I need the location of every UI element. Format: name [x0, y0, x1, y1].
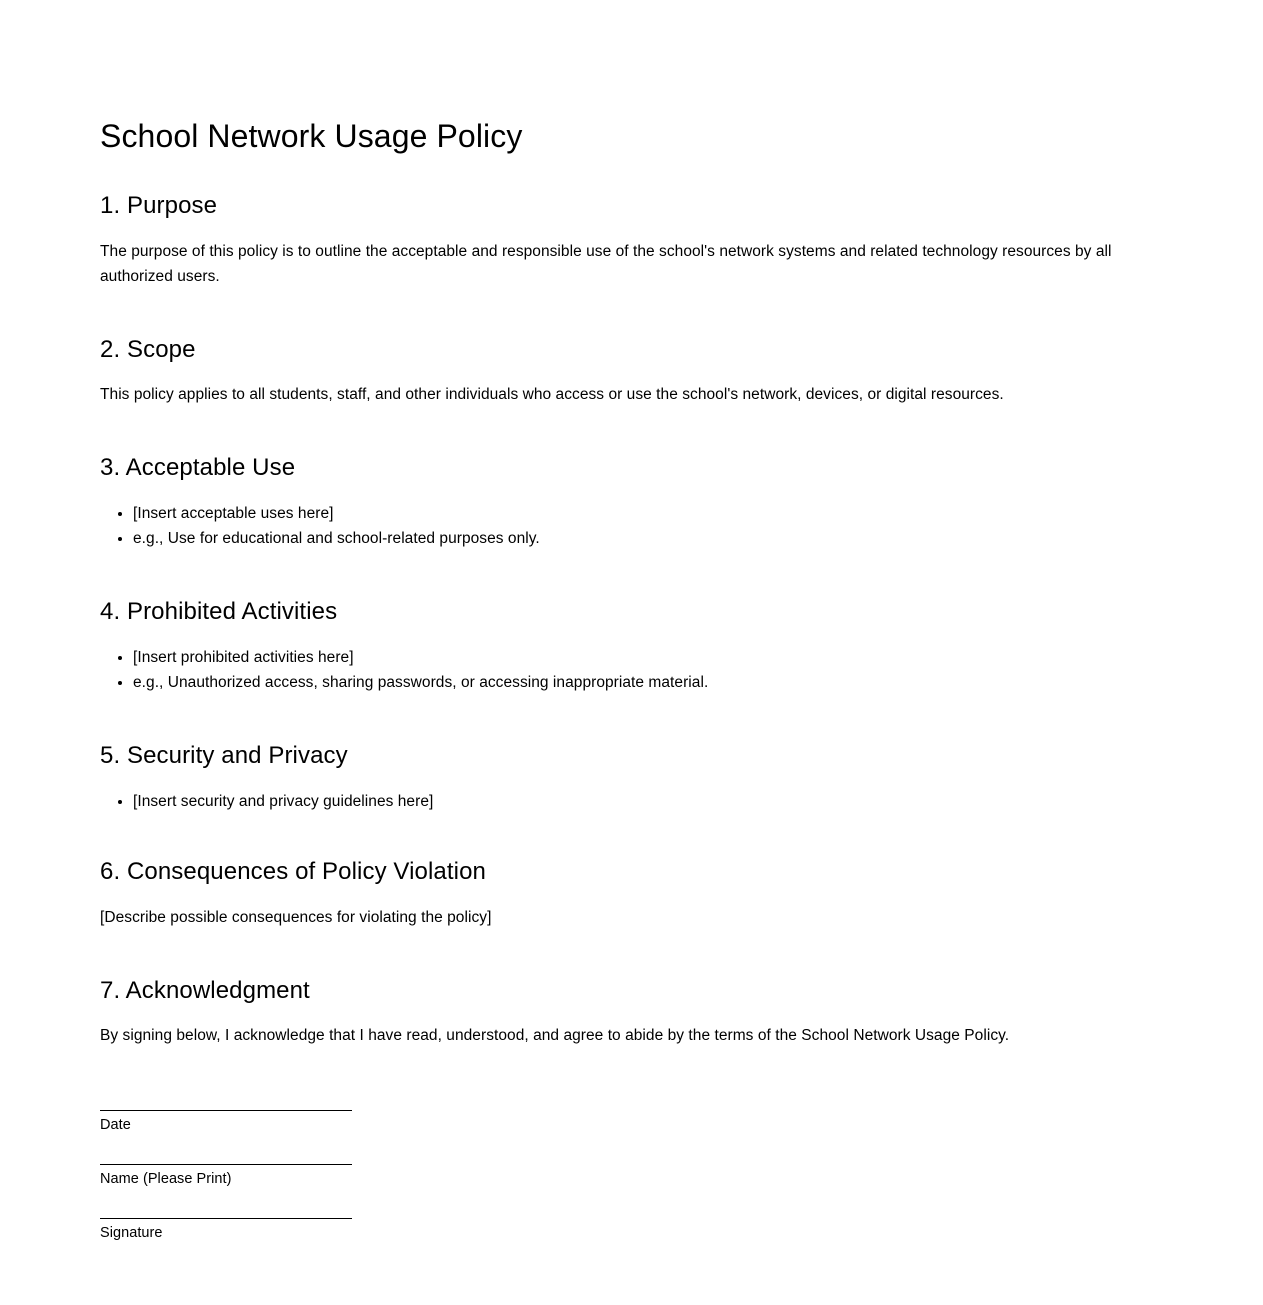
signature-rule-signature[interactable] — [100, 1218, 352, 1219]
bullet-list-prohibited-activities — [100, 645, 1145, 695]
document-content — [100, 118, 1145, 1243]
spacer — [100, 221, 1145, 239]
section-paragraph-acknowledgment: By signing below, I acknowledge that I have read, understood, and agree to abide by the terms of the School Network Usage Policy. — [100, 1027, 1010, 1045]
spacer — [100, 364, 1145, 382]
section-paragraph-scope: This policy applies to all students, staff, and other individuals who access or use the school's network, devices, or digital resources. — [100, 386, 1004, 404]
spacer — [100, 627, 1145, 645]
section-consequences — [100, 858, 1145, 930]
spacer — [100, 1005, 1145, 1023]
spacer — [100, 695, 1145, 742]
signature-rule-name[interactable] — [100, 1164, 352, 1165]
bullet-list-security-privacy — [100, 789, 1145, 814]
section-heading-acknowledgment: 7. Acknowledgment — [100, 976, 310, 1004]
signature-label-name: Name (Please Print) — [100, 1171, 232, 1188]
spacer — [100, 930, 1145, 977]
spacer — [100, 887, 1145, 905]
section-acknowledgment — [100, 977, 1145, 1049]
section-heading-scope: 2. Scope — [100, 335, 196, 363]
signature-rule-date[interactable] — [100, 1110, 352, 1111]
section-acceptable-use — [100, 454, 1145, 551]
section-paragraph-purpose: The purpose of this policy is to outline the acceptable and responsible use of the school's network systems and related technology resources by all authorized users. — [100, 242, 1112, 285]
signature-field-date — [100, 1110, 352, 1135]
section-heading-consequences: 6. Consequences of Policy Violation — [100, 857, 486, 885]
list-item: • [Insert acceptable uses here] — [133, 501, 1145, 526]
bullet-list-acceptable-use — [100, 501, 1145, 551]
section-heading-acceptable-use: 3. Acceptable Use — [100, 454, 296, 482]
spacer — [100, 814, 1145, 858]
signature-label-date: Date — [100, 1117, 131, 1134]
signature-field-name — [100, 1164, 352, 1189]
spacer — [100, 289, 1145, 336]
section-security-privacy — [100, 742, 1145, 814]
section-paragraph-consequences: [Describe possible consequences for violating the policy] — [100, 908, 492, 926]
spacer — [100, 483, 1145, 501]
spacer — [100, 156, 1145, 192]
section-prohibited-activities — [100, 598, 1145, 695]
section-heading-purpose: 1. Purpose — [100, 191, 218, 219]
list-item: • [Insert security and privacy guidelines here] — [133, 789, 1145, 814]
section-heading-security-privacy: 5. Security and Privacy — [100, 741, 348, 769]
page-title: School Network Usage Policy — [100, 118, 523, 154]
list-item: • e.g., Unauthorized access, sharing passwords, or accessing inappropriate material. — [133, 670, 1145, 695]
signature-label-signature: Signature — [100, 1225, 163, 1242]
spacer — [100, 407, 1145, 454]
spacer — [100, 551, 1145, 598]
signature-block — [100, 1110, 1145, 1243]
list-item: • e.g., Use for educational and school-related purposes only. — [133, 526, 1145, 551]
section-scope — [100, 336, 1145, 408]
section-heading-prohibited-activities: 4. Prohibited Activities — [100, 598, 338, 626]
signature-field-signature — [100, 1218, 352, 1243]
list-item: • [Insert prohibited activities here] — [133, 645, 1145, 670]
section-purpose — [100, 192, 1145, 289]
spacer — [100, 771, 1145, 789]
